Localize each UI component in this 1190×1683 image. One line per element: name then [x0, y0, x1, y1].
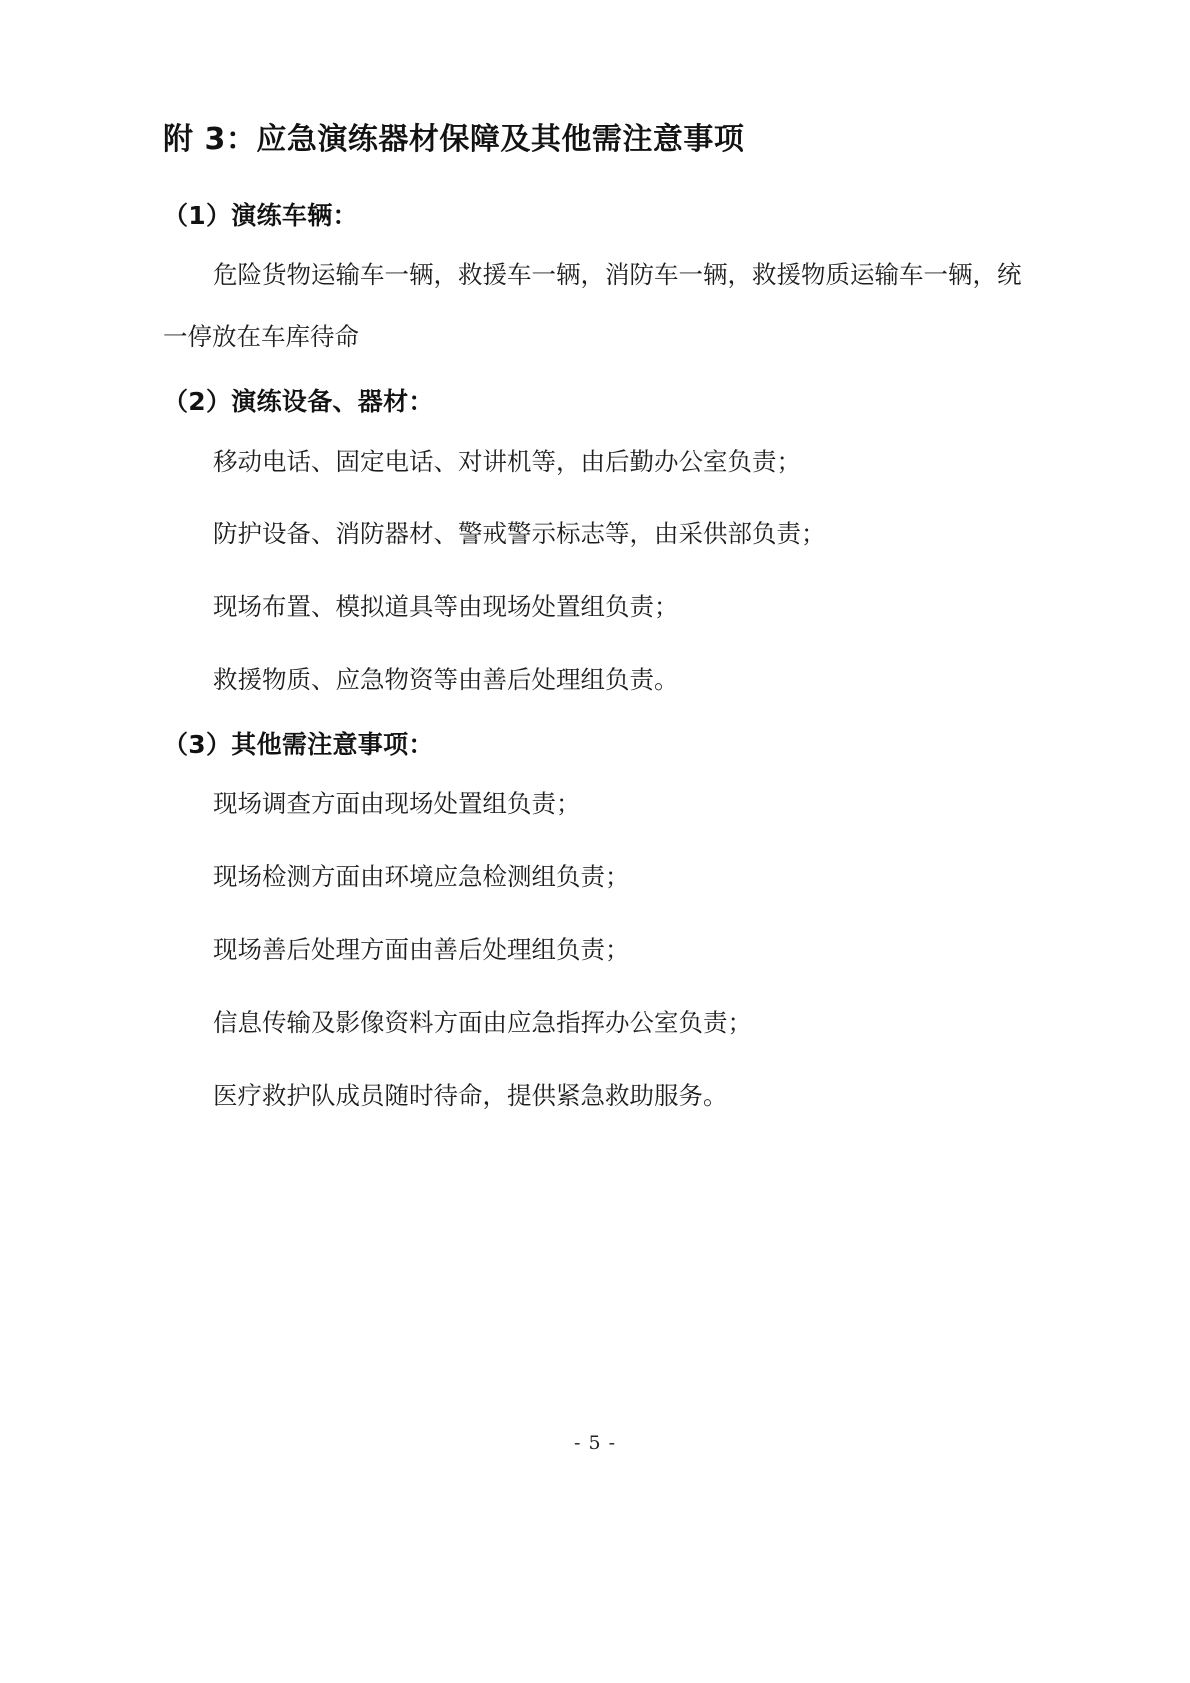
section-1-line-1: 危险货物运输车一辆，救援车一辆，消防车一辆，救援物质运输车一辆，统: [213, 260, 1022, 290]
section-vehicles: [163, 199, 1023, 355]
spacer: [163, 293, 1023, 320]
spacer: [163, 232, 1023, 258]
spacer: [163, 479, 1023, 517]
section-other-notes: [163, 728, 1023, 1114]
section-2-line-3: 现场布置、模拟道具等由现场处置组负责；: [213, 592, 679, 622]
spacer: [163, 822, 1023, 860]
spacer: [163, 625, 1023, 663]
section-3-line-4: 信息传输及影像资料方面由应急指挥办公室负责；: [213, 1007, 752, 1037]
spacer: [163, 355, 1023, 385]
section-2-line-4: 救援物质、应急物资等由善后处理组负责。: [213, 664, 679, 694]
spacer: [163, 552, 1023, 590]
spacer: [163, 895, 1023, 933]
document-body: [163, 120, 1023, 1113]
page-title: 附 3：应急演练器材保障及其他需注意事项: [163, 122, 745, 157]
section-heading-3: （3）其他需注意事项：: [163, 729, 434, 759]
section-heading-2: （2）演练设备、器材：: [163, 386, 434, 416]
section-3-line-3: 现场善后处理方面由善后处理组负责；: [213, 935, 630, 964]
section-3-line-5: 医疗救护队成员随时待命，提供紧急救助服务。: [213, 1080, 728, 1110]
section-equipment: [163, 385, 1023, 698]
section-1-line-2: 一停放在车库待命: [163, 322, 359, 352]
page-number: - 5 -: [573, 1432, 616, 1454]
section-heading-1: （1）演练车辆：: [163, 200, 358, 230]
spacer: [163, 698, 1023, 728]
spacer: [163, 761, 1023, 787]
section-3-line-2: 现场检测方面由环境应急检测组负责；: [213, 862, 630, 892]
spacer: [163, 968, 1023, 1006]
section-2-line-2: 防护设备、消防器材、警戒警示标志等，由采供部负责；: [213, 519, 826, 549]
spacer: [163, 419, 1023, 445]
section-2-line-1: 移动电话、固定电话、对讲机等，由后勤办公室负责；: [213, 446, 801, 476]
section-3-line-1: 现场调查方面由现场处置组负责；: [213, 789, 581, 819]
spacer: [163, 1041, 1023, 1079]
